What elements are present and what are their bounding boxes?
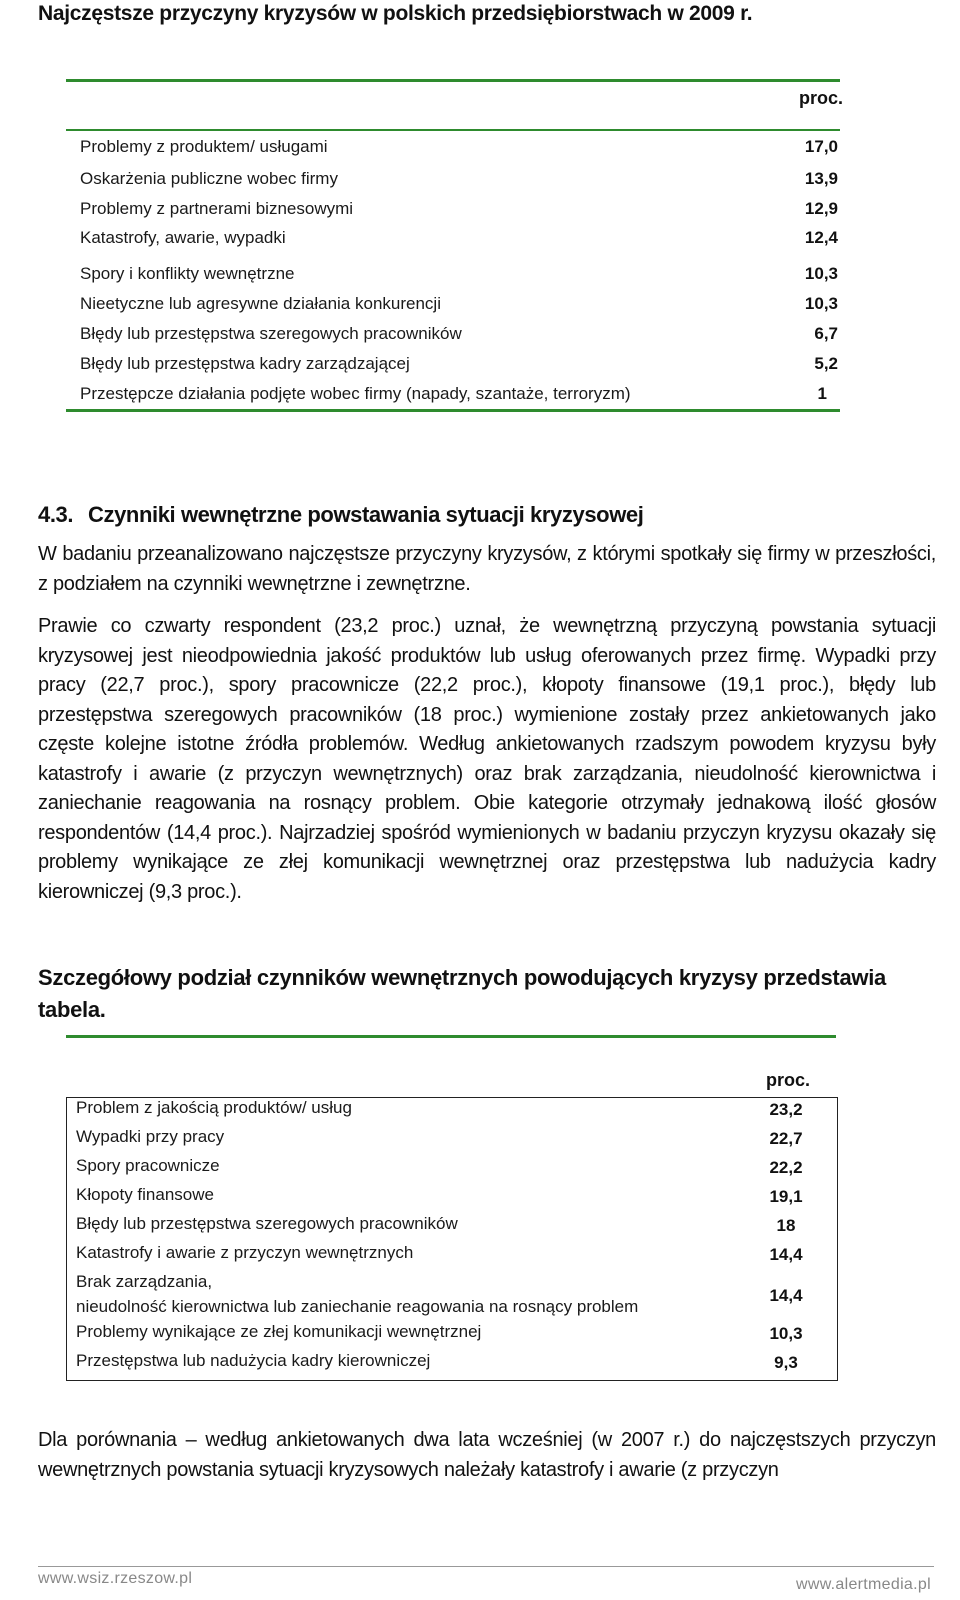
table1-row-value: 10,3: [804, 294, 838, 313]
footer-right-url[interactable]: www.alertmedia.pl: [796, 1576, 931, 1593]
table1-row-value: 6,7: [814, 324, 838, 343]
table1-unit-header: proc.: [799, 88, 844, 108]
table1-row-value: 17,0: [804, 137, 838, 156]
table2-row-value: 23,2: [769, 1100, 803, 1119]
table2-row-value: 14,4: [769, 1286, 803, 1305]
table1-row-value: 1: [817, 384, 827, 403]
table1-row-value: 12,9: [804, 199, 838, 218]
table2-unit-header: proc.: [766, 1070, 811, 1090]
table2-row-value: 19,1: [769, 1187, 803, 1206]
section-title: Czynniki wewnętrzne powstawania sytuacji kryzysowej: [88, 502, 644, 527]
table1-row-label: Katastrofy, awarie, wypadki: [80, 228, 286, 247]
paragraph-comparison: Dla porównania – według ankietowanych dwa lata wcześniej (w 2007 r.) do najczęstszych przyczyn wewnętrznych powstania sytuacji kryzysowych należały katastrofy i awarie (z przyczyn: [38, 1429, 936, 1481]
paragraph-analysis: Prawie co czwarty respondent (23,2 proc.) uznał, że wewnętrzną przyczyną powstania sytuacji kryzysowej jest nieodpowiednia jakość produktów lub usług oferowanych przez firmę. Wypadki przy pracy (22,7 proc.), spory pracownicze (22,2 proc.), kłopoty finansowe (19,1 proc.), błędy lub przestępstwa szeregowych pracowników (18 proc.) wymienione zostały przez ankietowanych jako częste kolejne istotne źródła problemów. Według ankietowanych rzadszym powodem kryzysu były katastrofy i awarie (z przyczyn wewnętrznych) oraz brak zarządzania, nieudolność kierownictwa i zaniechanie reagowania na rosnący problem. Obie kategorie otrzymały jednakową ilość głosów respondentów (14,4 proc.). Najrzadziej spośród wymienionych w badaniu przyczyn kryzysu okazały się problemy wynikające ze złej komunikacji wewnętrznej oraz przestępstwa lub nadużycia kadry kierowniczej (9,3 proc.).: [38, 615, 936, 903]
table1-row-label: Błędy lub przestępstwa kadry zarządzającej: [80, 354, 410, 373]
table1-row-value: 5,2: [814, 354, 838, 373]
table2-row-label: Przestępstwa lub nadużycia kadry kierowniczej: [76, 1351, 431, 1370]
table2-row-value: 18: [776, 1216, 796, 1235]
table1-row-label: Problemy z produktem/ usługami: [80, 137, 328, 156]
table2-row-value: 9,3: [774, 1353, 798, 1372]
table1-row-label: Przestępcze działania podjęte wobec firmy (napady, szantaże, terroryzm): [80, 384, 631, 403]
table2-row-label: Kłopoty finansowe: [76, 1185, 214, 1204]
table2-row-label: Katastrofy i awarie z przyczyn wewnętrznych: [76, 1243, 414, 1262]
table2-row-label-continued: nieudolność kierownictwa lub zaniechanie reagowania na rosnący problem: [76, 1297, 639, 1316]
section-number: 4.3.: [38, 502, 74, 527]
table2-top-rule: [66, 1035, 836, 1038]
table1-row-label: Oskarżenia publiczne wobec firmy: [80, 169, 338, 188]
table2-row-label: Brak zarządzania,: [76, 1272, 213, 1291]
table2-row-label: Spory pracownicze: [76, 1156, 220, 1175]
table1-bottom-rule: [66, 409, 840, 412]
table2-intro: Szczegółowy podział czynników wewnętrznych powodujących kryzysy przedstawia tabela.: [38, 965, 886, 1022]
table2-row-value: 14,4: [769, 1245, 803, 1264]
table2-row-label: Wypadki przy pracy: [76, 1127, 225, 1146]
table1-row-label: Spory i konflikty wewnętrzne: [80, 264, 295, 283]
section-heading: [38, 502, 643, 528]
table2-row-label: Problem z jakością produktów/ usług: [76, 1098, 352, 1117]
table1-row-label: Nieetyczne lub agresywne działania konkurencji: [80, 294, 441, 313]
table2-row-value: 22,7: [769, 1129, 803, 1148]
table1-row-label: Błędy lub przestępstwa szeregowych pracowników: [80, 324, 462, 343]
table2-row-label: Błędy lub przestępstwa szeregowych pracowników: [76, 1214, 458, 1233]
table2-row-value: 22,2: [769, 1158, 803, 1177]
table1-header-rule: [66, 129, 840, 131]
page-title: Najczęstsze przyczyny kryzysów w polskich przedsiębiorstwach w 2009 r.: [38, 2, 753, 25]
table1-row-value: 10,3: [804, 264, 838, 283]
paragraph-intro: W badaniu przeanalizowano najczęstsze przyczyny kryzysów, z którymi spotkały się firmy w przeszłości, z podziałem na czynniki wewnętrzne i zewnętrzne.: [38, 543, 936, 595]
footer-rule: [38, 1566, 934, 1567]
footer-left-url[interactable]: www.wsiz.rzeszow.pl: [38, 1570, 193, 1587]
table1-row-value: 12,4: [804, 228, 838, 247]
table2-row-label: Problemy wynikające ze złej komunikacji wewnętrznej: [76, 1322, 482, 1341]
table2-row-value: 10,3: [769, 1324, 803, 1343]
table1-top-rule: [66, 79, 840, 82]
table1-row-value: 13,9: [804, 169, 838, 188]
table1-row-label: Problemy z partnerami biznesowymi: [80, 199, 354, 218]
